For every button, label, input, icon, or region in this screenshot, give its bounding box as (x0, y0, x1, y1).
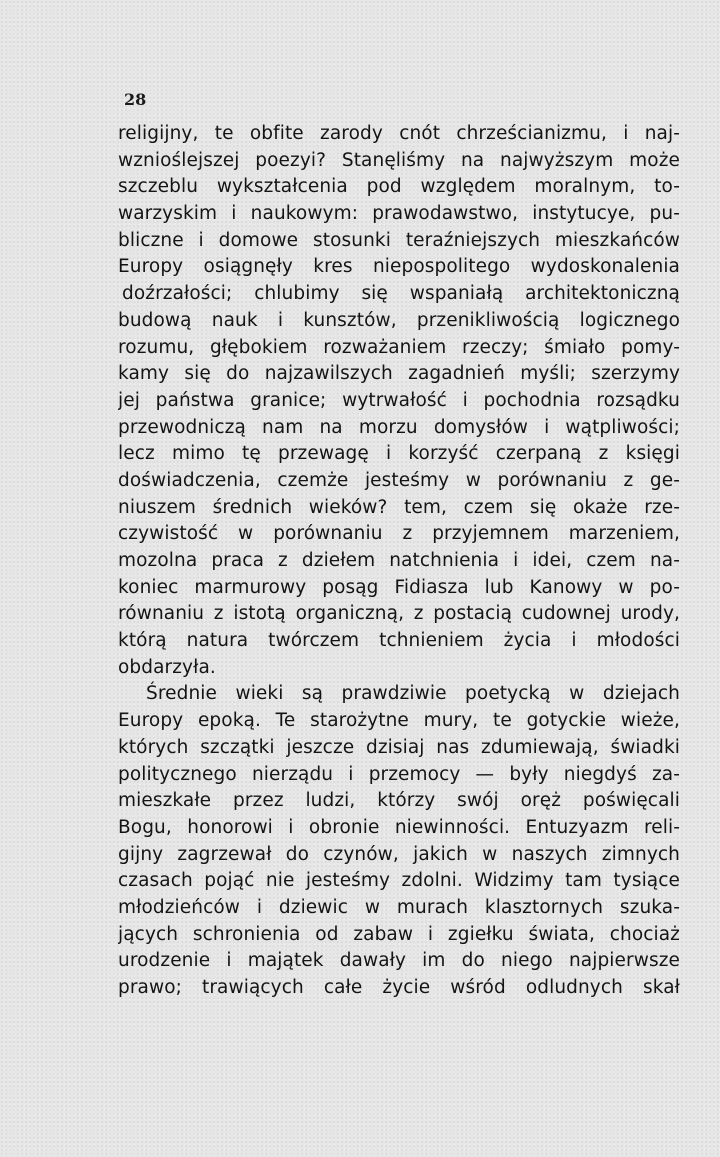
text-line: warzyskim i naukowym: prawodawstwo, instytucye, pu- (118, 203, 680, 225)
text-line: lecz mimo tę przewagę i korzyść czerpaną z księgi (118, 443, 680, 465)
page-number: 28 (124, 90, 147, 109)
text-line: wznioślejszej poezyi? Stanęliśmy na najwyższym może (118, 149, 680, 171)
text-line: rozumu, głębokiem rozważaniem rzeczy; śmiało pomy- (118, 336, 680, 358)
text-line: młodzieńców i dziewic w murach klasztornych szuka- (118, 896, 680, 918)
text-line: niuszem średnich wieków? tem, czem się okaże rze- (118, 496, 680, 518)
text-line: szczeblu wykształcenia pod względem moralnym, to- (118, 176, 680, 198)
text-line: mozolna praca z dziełem natchnienia i idei, czem na- (118, 550, 680, 571)
text-line: doźrzałości; chlubimy się wspaniałą architektoniczną (122, 283, 680, 305)
text-line: Europy epoką. Te starożytne mury, te gotyckie wieże, (118, 710, 680, 732)
text-line: czywistość w porównaniu z przyjemnem marzeniem, (118, 523, 680, 545)
text-line: mieszkałe przez ludzi, którzy swój oręż poświęcali (118, 790, 680, 812)
text-line: bliczne i domowe stosunki teraźniejszych mieszkańców (118, 229, 680, 251)
text-line: czasach pojąć nie jesteśmy zdolni. Widzimy tam tysiące (118, 870, 680, 892)
text-line: budową nauk i kunsztów, przenikliwością logicznego (118, 309, 680, 331)
paragraph-start-line: Średnie wieki są prawdziwie poetycką w dziejach (146, 683, 680, 705)
text-line: którą natura twórczem tchnieniem życia i młodości (118, 630, 680, 652)
text-line: doświadczenia, czemże jesteśmy w porównaniu z ge- (118, 469, 680, 491)
text-line: kamy się do najzawilszych zagadnień myśli; szerzymy (118, 363, 680, 385)
text-line: prawo; trawiących całe życie wśród odludnych skał (118, 977, 680, 998)
text-line: gijny zagrzewał do czynów, jakich w naszych zimnych (118, 843, 680, 865)
text-line: przewodniczą nam na morzu domysłów i wątpliwości; (118, 416, 680, 438)
text-line: jej państwa granice; wytrwałość i pochodnia rozsądku (118, 389, 680, 411)
text-line: koniec marmurowy posąg Fidiasza lub Kanowy w po- (118, 576, 680, 598)
text-line: Europy osiągnęły kres niepospolitego wydoskonalenia (118, 256, 680, 278)
text-line: urodzenie i majątek dawały im do niego najpierwsze (118, 950, 680, 972)
text-line: Bogu, honorowi i obronie niewinności. Entuzyazm reli- (118, 816, 680, 838)
text-line: religijny, te obfite zarody cnót chrześcianizmu, i naj- (118, 123, 680, 144)
text-line: których szczątki jeszcze dzisiaj nas zdumiewają, świadki (118, 736, 680, 758)
paragraph-end-line: obdarzyła. (118, 656, 216, 678)
body-text (118, 121, 680, 1002)
text-line: politycznego nierządu i przemocy — były niegdyś za- (118, 763, 680, 785)
text-line: równaniu z istotą organiczną, z postacią cudownej urody, (118, 603, 680, 625)
text-line: jących schronienia od zabaw i zgiełku świata, chociaż (118, 923, 680, 945)
